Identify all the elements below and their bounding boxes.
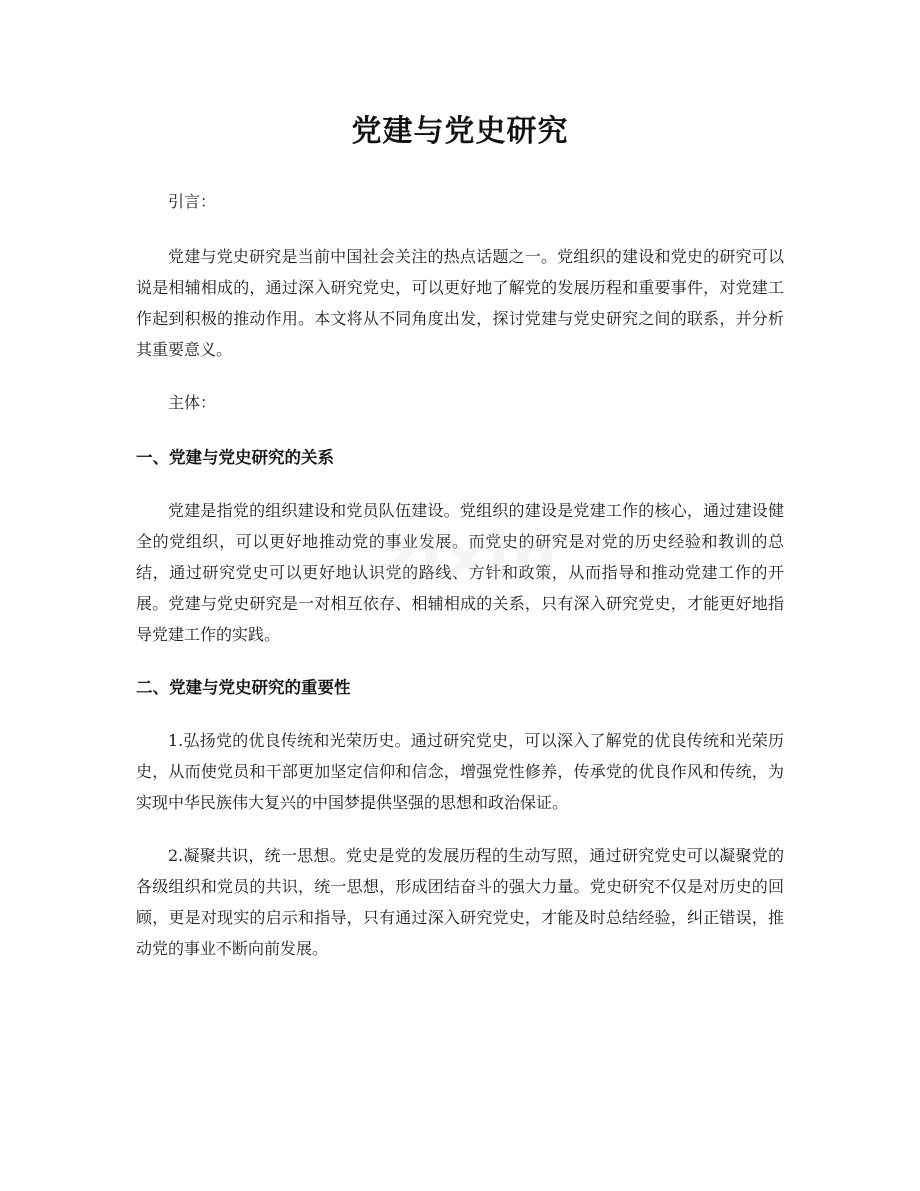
section-1-paragraph-1: 党建是指党的组织建设和党员队伍建设。党组织的建设是党建工作的核心，通过建设健全的党组织，可以更好地推动党的事业发展。而党史的研究是对党的历史经验和教训的总结，通过研究党史可以更好地认识党的路线、方针和政策，从而指导和推动党建工作的开展。党建与党史研究是一对相互依存、相辅相成的关系，只有深入研究党史，才能更好地指导党建工作的实践。 [136, 501, 784, 644]
intro-paragraph: 党建与党史研究是当前中国社会关注的热点话题之一。党组织的建设和党史的研究可以说是相辅相成的，通过深入研究党史，可以更好地了解党的发展历程和重要事件，对党建工作起到积极的推动作用。本文将从不同角度出发，探讨党建与党史研究之间的联系，并分析其重要意义。 [136, 247, 784, 359]
section-1-heading: 一、党建与党史研究的关系 [136, 448, 334, 467]
document-title: 党建与党史研究 [351, 114, 569, 149]
section-2-heading: 二、党建与党史研究的重要性 [136, 678, 351, 697]
intro-label: 引言： [168, 192, 217, 211]
watermark: zixin [381, 520, 559, 594]
section-2-paragraph-1: 1.弘扬党的优良传统和光荣历史。通过研究党史，可以深入了解党的优良传统和光荣历史，从而使党员和干部更加坚定信仰和信念，增强党性修养，传承党的优良作风和传统，为实现中华民族伟大复兴的中国梦提供坚强的思想和政治保证。 [136, 731, 784, 812]
section-2-paragraph-2: 2.凝聚共识，统一思想。党史是党的发展历程的生动写照，通过研究党史可以凝聚党的各级组织和党员的共识，统一思想，形成团结奋斗的强大力量。党史研究不仅是对历史的回顾，更是对现实的启示和指导，只有通过深入研究党史，才能及时总结经验，纠正错误，推动党的事业不断向前发展。 [136, 846, 784, 958]
body-label: 主体： [168, 393, 217, 412]
